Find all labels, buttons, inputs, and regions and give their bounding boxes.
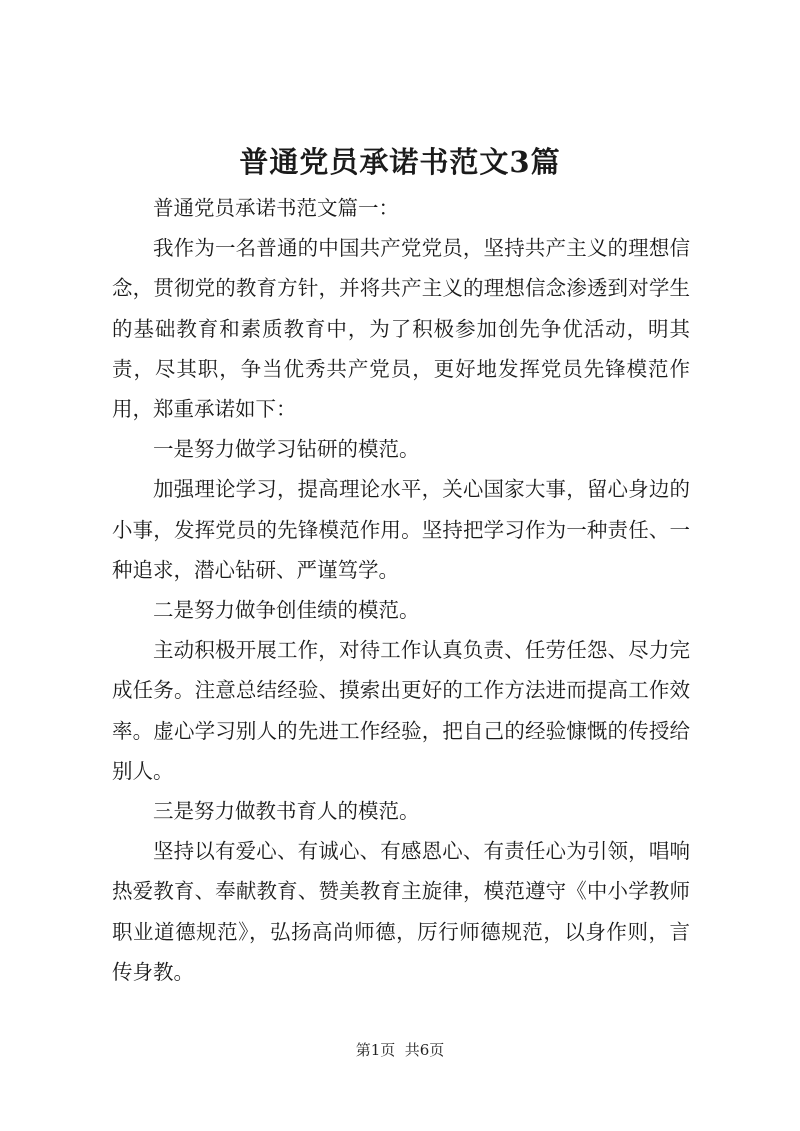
paragraph-study: 加强理论学习，提高理论水平，关心国家大事，留心身边的小事，发挥党员的先锋模范作用。坚持把学习作为一种责任、一种追求，潜心钻研、严谨笃学。 xyxy=(112,477,690,582)
document-title: 普通党员承诺书范文3篇 xyxy=(239,145,561,179)
commitment-heading-2: 二是努力做争创佳绩的模范。 xyxy=(153,598,420,623)
document-body xyxy=(112,188,690,992)
paragraph-intro: 我作为一名普通的中国共产党党员，坚持共产主义的理想信念，贯彻党的教育方针，并将共产主义的理想信念渗透到对学生的基础教育和素质教育中，为了积极参加创先争优活动，明其责，尽其职，争当优秀共产党员，更好地发挥党员先锋模范作用，郑重承诺如下： xyxy=(112,236,690,422)
paragraph-teaching: 坚持以有爱心、有诚心、有感恩心、有责任心为引领，唱响热爱教育、奉献教育、赞美教育主旋律，模范遵守《中小学教师职业道德规范》，弘扬高尚师德，厉行师德规范，以身作则，言传身教。 xyxy=(112,839,690,984)
page-footer xyxy=(0,1040,800,1060)
page-number: 第1页 共6页 xyxy=(355,1041,445,1059)
paragraph-work: 主动积极开展工作，对待工作认真负责、任劳任怨、尽力完成任务。注意总结经验、摸索出更好的工作方法进而提高工作效率。虚心学习别人的先进工作经验，把自己的经验慷慨的传授给别人。 xyxy=(112,638,690,783)
commitment-heading-3: 三是努力做教书育人的模范。 xyxy=(153,799,420,824)
commitment-heading-1: 一是努力做学习钻研的模范。 xyxy=(153,437,420,462)
section-heading-1: 普通党员承诺书范文篇一： xyxy=(153,196,399,220)
